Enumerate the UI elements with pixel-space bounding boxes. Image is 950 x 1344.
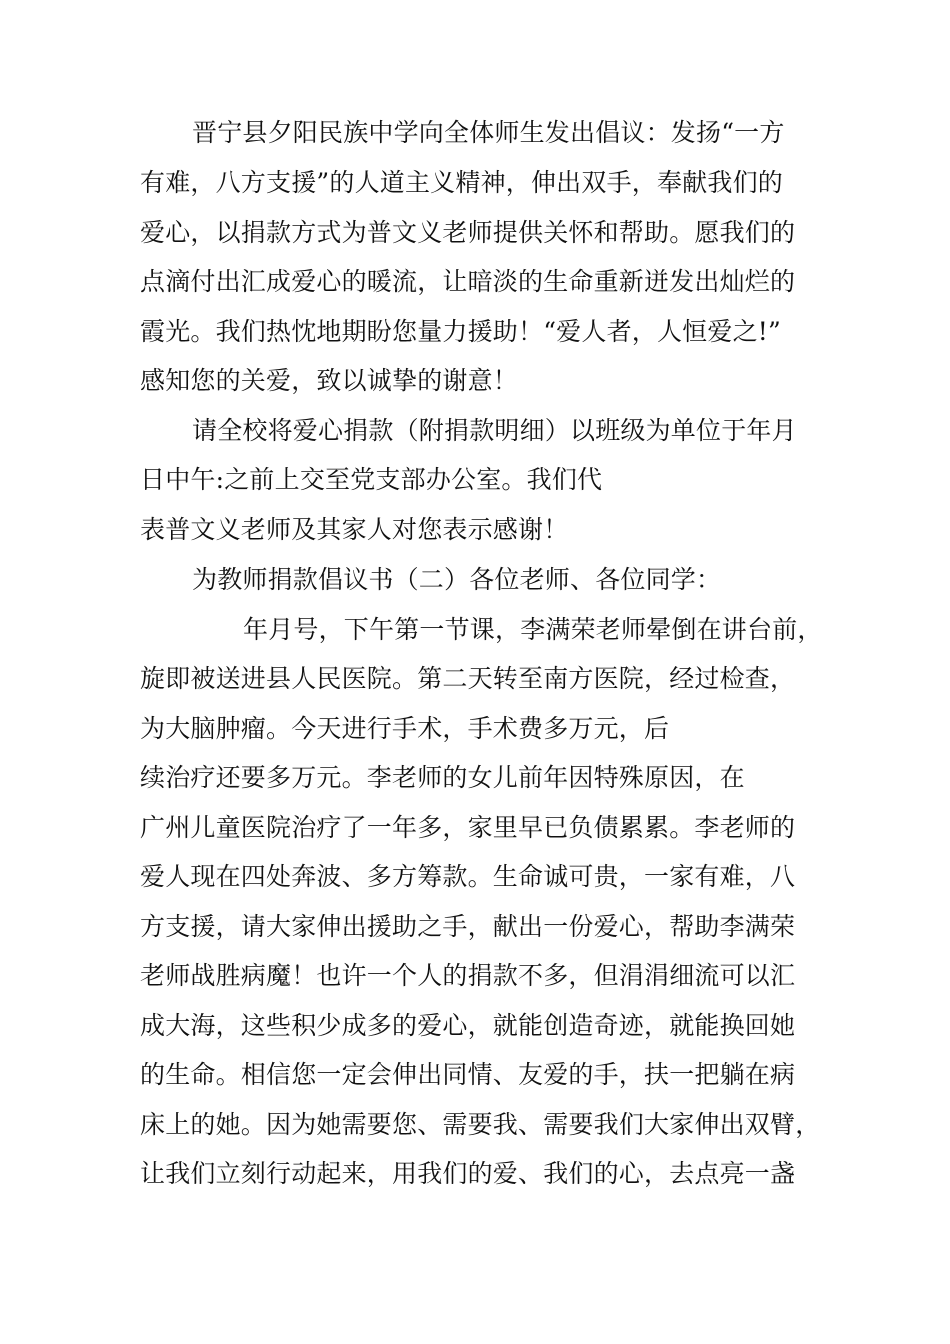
text-line: 方支援，请大家伸出援助之手，献出一份爱心，帮助李满荣 (140, 912, 796, 941)
text-line: 感知您的关爱，致以诚挚的谢意！ (140, 366, 519, 395)
text-line: 表普文义老师及其家人对您表示感谢！ (140, 515, 569, 544)
section-heading: 为教师捐款倡议书（二）各位老师、各位同学： (192, 565, 722, 594)
text-line: 旋即被送进县人民医院。第二天转至南方医院，经过检查， (140, 664, 796, 693)
text-line: 的生命。相信您一定会伸出同情、友爱的手，扶一把躺在病 (140, 1060, 796, 1089)
text-line: 续治疗还要多万元。李老师的女儿前年因特殊原因，在 (140, 763, 745, 792)
text-line: 床上的她。因为她需要您、需要我、需要我们大家伸出双臂， (140, 1110, 821, 1139)
text-line: 日中午:之前上交至党支部办公室。我们代 (140, 465, 603, 494)
text-line: 点滴付出汇成爱心的暖流，让暗淡的生命重新迸发出灿烂的 (140, 267, 796, 296)
text-line: 老师战胜病魔！也许一个人的捐款不多，但涓涓细流可以汇 (140, 961, 796, 990)
text-line: 年月号，下午第一节课，李满荣老师晕倒在讲台前， (243, 615, 823, 644)
text-line: 请全校将爱心捐款（附捐款明细）以班级为单位于年月 (192, 416, 797, 445)
text-line: 爱心，以捐款方式为普文义老师提供关怀和帮助。愿我们的 (140, 218, 796, 247)
text-line: 有难，八方支援”的人道主义精神，伸出双手，奉献我们的 (140, 168, 783, 197)
text-line: 成大海，这些积少成多的爱心，就能创造奇迹，就能换回她 (140, 1011, 796, 1040)
text-line: 霞光。我们热忱地期盼您量力援助！“爱人者，人恒爱之!” (140, 317, 782, 346)
text-line: 爱人现在四处奔波、多方筹款。生命诚可贵，一家有难，八 (140, 862, 796, 891)
text-line: 为大脑肿瘤。今天进行手术，手术费多万元，后 (140, 714, 670, 743)
text-line: 晋宁县夕阳民族中学向全体师生发出倡议：发扬“一方 (192, 118, 785, 147)
text-line: 广州儿童医院治疗了一年多，家里早已负债累累。李老师的 (140, 813, 796, 842)
text-line: 让我们立刻行动起来，用我们的爱、我们的心，去点亮一盏 (140, 1159, 796, 1188)
